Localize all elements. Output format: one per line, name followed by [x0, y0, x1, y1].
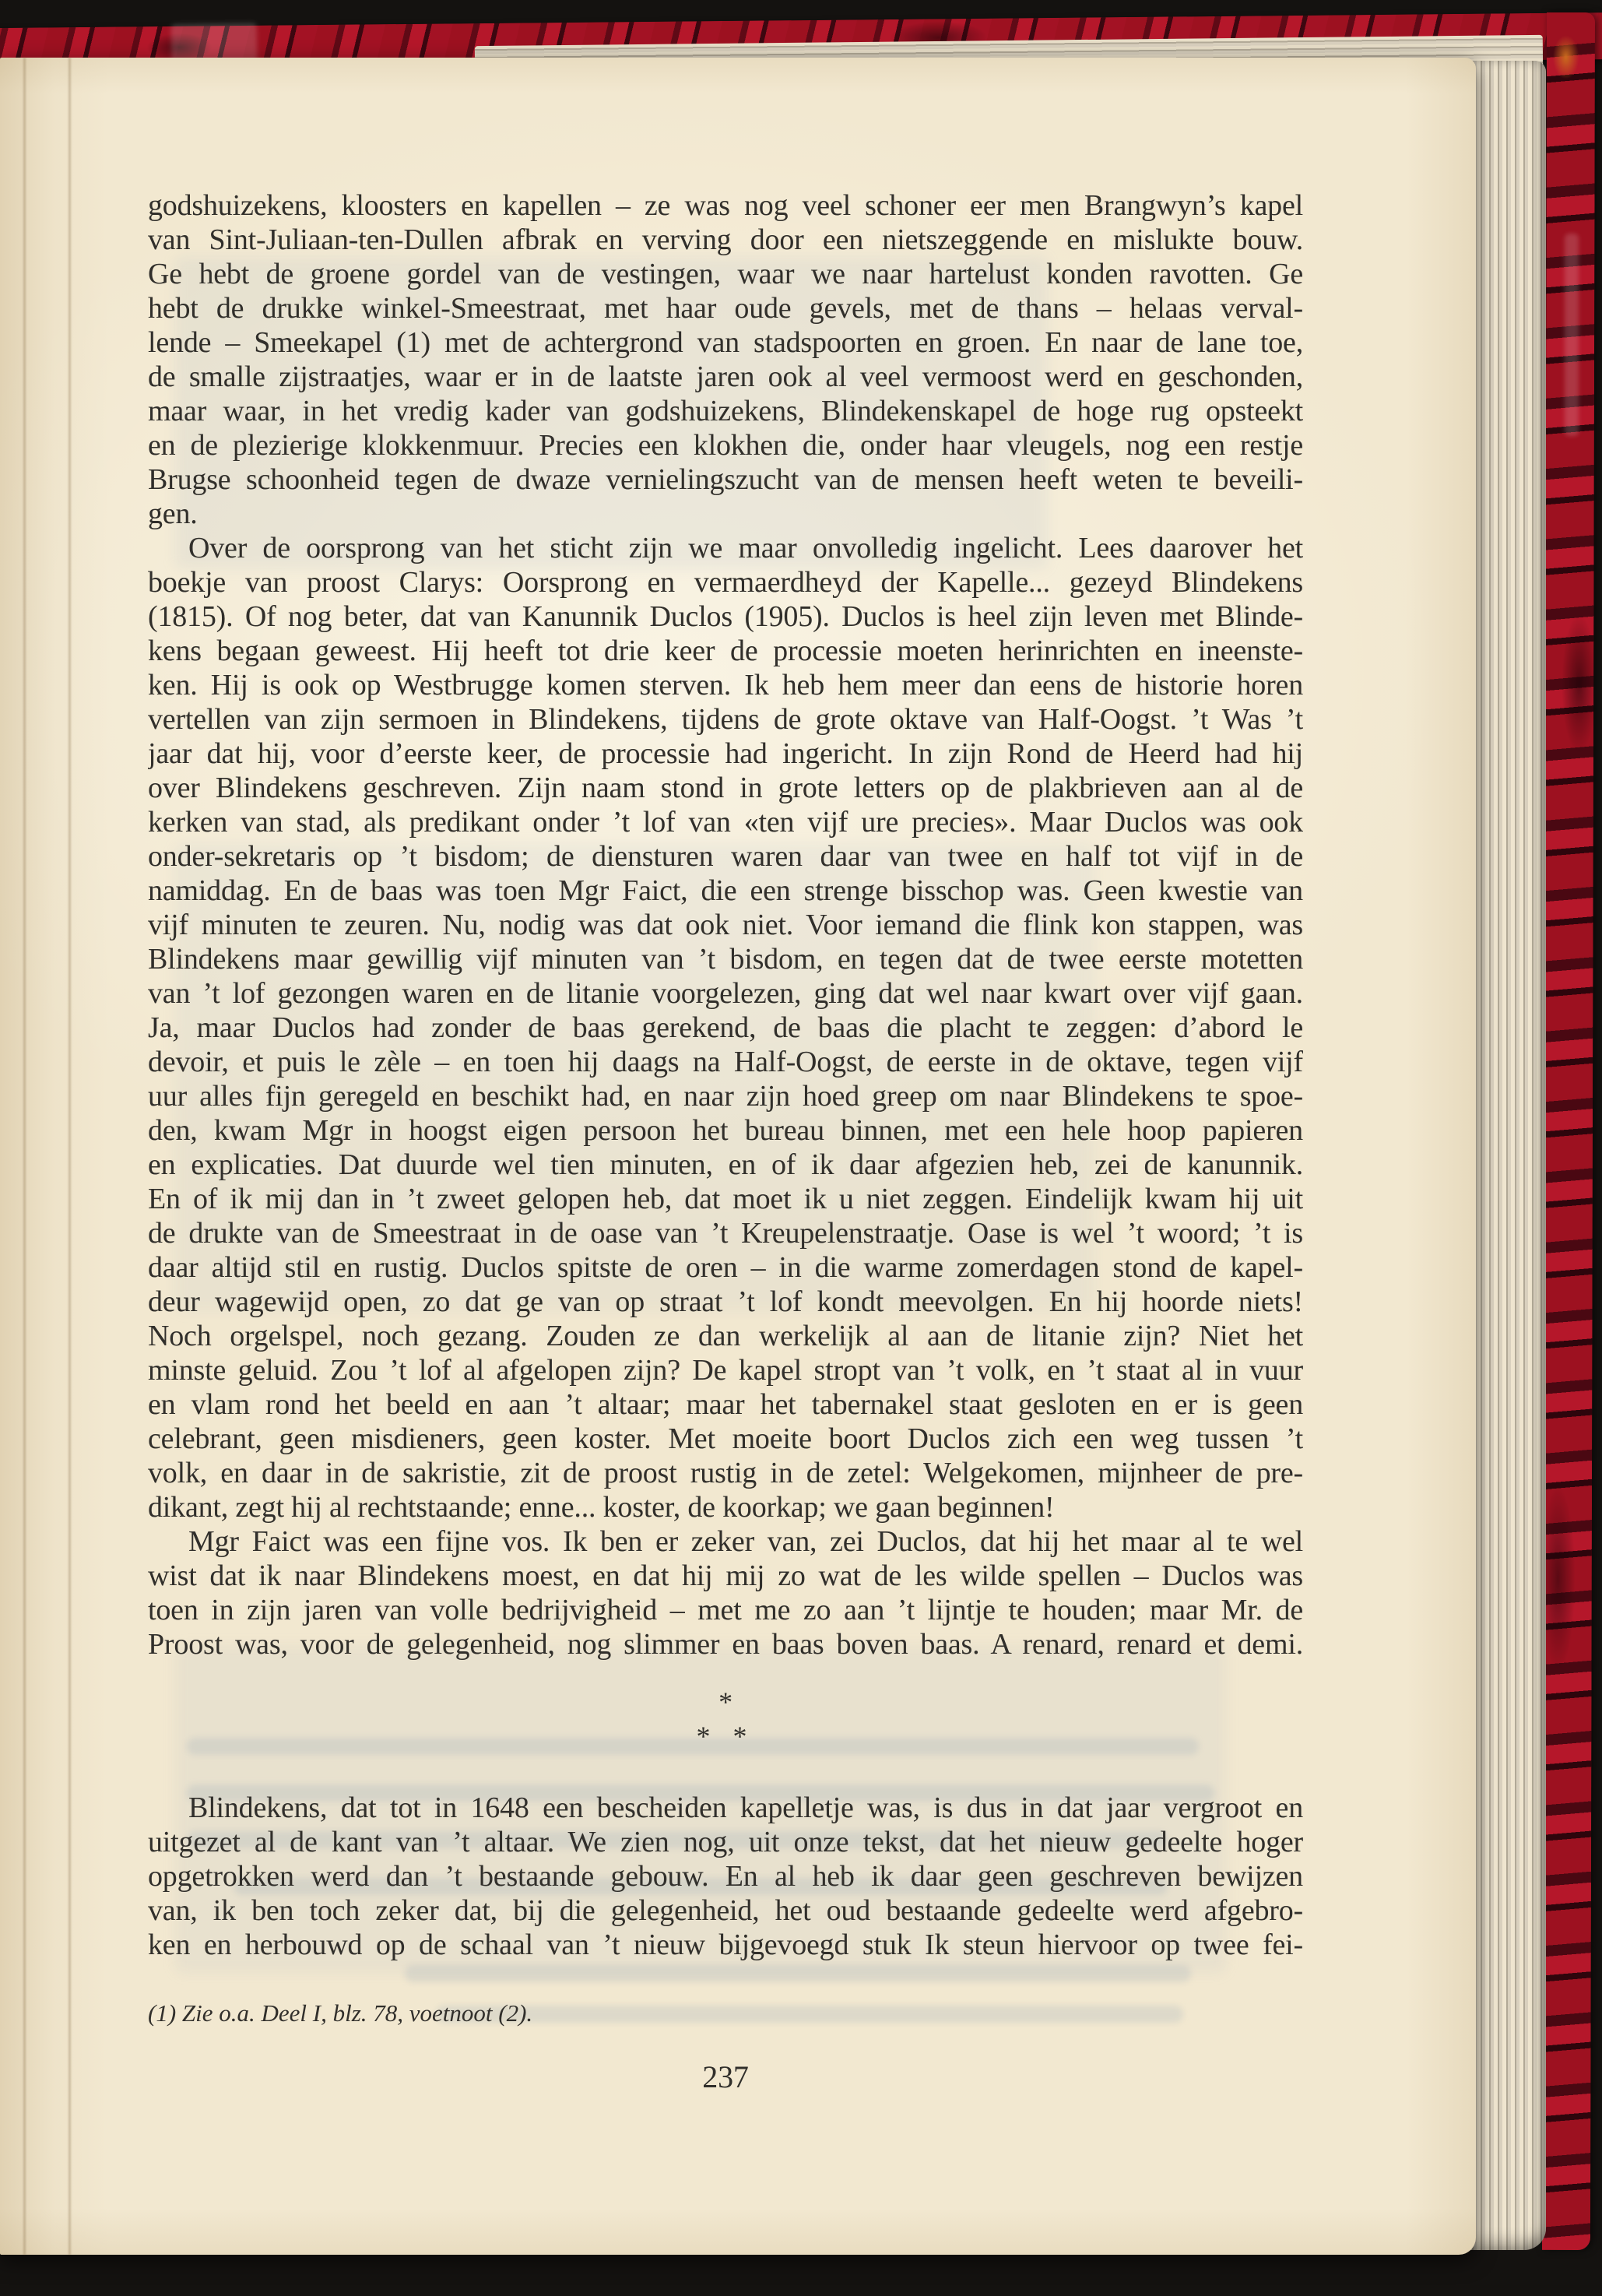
paragraph — [148, 188, 1303, 531]
text-line: uitgezet al de kant van ’t altaar. We zien nog, uit onze tekst, dat het nieuw gedeelte hoger — [148, 1826, 1303, 1858]
text-line: van ’t lof gezongen waren en de litanie voorgelezen, ging dat wel naar kwart over vijf gaan. — [148, 977, 1303, 1010]
text-line: ken en herbouwd op de schaal van ’t nieuw bijgevoegd stuk Ik steun hiervoor op twee fei- — [148, 1929, 1303, 1961]
text-line: kerken van stad, als predikant onder ’t lof van «ten vijf ure precies». Maar Duclos was ook — [148, 806, 1303, 839]
text-line: opgetrokken werd dan ’t bestaande gebouw. En al heb ik daar geen geschreven bewijzen — [148, 1860, 1303, 1893]
text-line: dikant, zegt hij al rechtstaande; enne... koster, de koorkap; we gaan beginnen! — [148, 1491, 1055, 1524]
text-line: volk, en daar in de sakristie, zit de proost rustig in de zetel: Welgekomen, mijnheer de pre- — [148, 1457, 1303, 1489]
text-line: vijf minuten te zeuren. Nu, nodig was dat ook niet. Voor iemand die flink kon stappen, was — [148, 909, 1303, 941]
page-text-block — [148, 188, 1303, 2094]
text-line: Blindekens maar gewillig vijf minuten van ’t bisdom, en tegen dat de twee eerste motetten — [148, 943, 1303, 976]
divider-asterisk-top: * — [718, 1686, 732, 1718]
text-line: Noch orgelspel, noch gezang. Zouden ze dan werkelijk al aan de litanie zijn? Niet het — [148, 1320, 1303, 1352]
text-line: en explicaties. Dat duurde wel tien minuten, en of ik daar afgezien heb, zei de kanunnik. — [148, 1148, 1303, 1181]
text-line: maar waar, in het vredig kader van godshuizekens, Blindekenskapel de hoge rug opsteekt — [148, 395, 1303, 427]
paragraph — [148, 1791, 1303, 1962]
text-line: devoir, et puis le zèle – en toen hij daags na Half-Oogst, de eerste in de oktave, tegen vijf — [148, 1046, 1303, 1078]
text-line: Blindekens, dat tot in 1648 een bescheiden kapelletje was, is dus in dat jaar vergroot en — [188, 1791, 1303, 1824]
text-line: over Blindekens geschreven. Zijn naam stond in grote letters op de plakbrieven aan al de — [148, 772, 1303, 804]
text-line: kens begaan geweest. Hij heeft tot drie keer de processie moeten herinrichten en ineenste- — [148, 635, 1303, 667]
text-line: wist dat ik naar Blindekens moest, en dat hij mij zo wat de les wilde spellen – Duclos was — [148, 1559, 1303, 1592]
paragraph — [148, 1524, 1303, 1661]
paragraph — [148, 531, 1303, 1524]
text-line: gen. — [148, 498, 198, 530]
page-number: 237 — [702, 2059, 749, 2094]
text-line: Brugse schoonheid tegen de dwaze vernielingszucht van de mensen heeft weten te beveili- — [148, 463, 1303, 496]
text-line: godshuizekens, kloosters en kapellen – ze was nog veel schoner eer men Brangwyn’s kapel — [148, 189, 1303, 222]
text-line: jaar dat hij, voor d’eerste keer, de processie had ingericht. In zijn Rond de Heerd had hij — [148, 737, 1303, 770]
text-line: onder-sekretaris op ’t bisdom; de diensturen waren daar van twee en half tot vijf in de — [148, 840, 1303, 873]
text-line: minste geluid. Zou ’t lof al afgelopen zijn? De kapel stropt van ’t volk, en ’t staat al in vuur — [148, 1354, 1303, 1387]
text-line: van, ik ben toch zeker dat, bij die gelegenheid, het oud bestaande gedeelte werd afgebro- — [148, 1894, 1303, 1927]
text-line: (1815). Of nog beter, dat van Kanunnik Duclos (1905). Duclos is heel zijn leven met Blinde- — [148, 600, 1303, 633]
tape-glare — [1565, 234, 1579, 436]
page-gutter-crease — [69, 58, 71, 2255]
text-line: en de plezierige klokkenmuur. Precies een klokhen die, onder haar vleugels, nog een restje — [148, 429, 1303, 462]
text-line: celebrant, geen misdieners, geen koster. Met moeite boort Duclos zich een weg tussen ’t — [148, 1422, 1303, 1455]
text-line: namiddag. En de baas was toen Mgr Faict, die een strenge bisschop was. Geen kwestie van — [148, 874, 1303, 907]
text-line: deur wagewijd open, zo dat ge van op straat ’t lof kondt meevolgen. En hij hoorde niets! — [148, 1285, 1303, 1318]
text-line: ken. Hij is ook op Westbrugge komen sterven. Ik heb hem meer dan eens de historie horen — [148, 669, 1303, 701]
text-line: En of ik mij dan in ’t zweet gelopen heb, dat moet ik u niet zeggen. Eindelijk kwam hij uit — [148, 1183, 1303, 1215]
text-line: Mgr Faict was een fijne vos. Ik ben er zeker van, zei Duclos, dat hij het maar al te wel — [188, 1525, 1303, 1558]
text-line: uur alles fijn geregeld en beschikt had, en naar zijn hoed greep om naar Blindekens te spoe- — [148, 1080, 1303, 1113]
text-line: toen in zijn jaren van volle bedrijvigheid – met me zo aan ’t lijntje te houden; maar Mr. de — [148, 1594, 1303, 1626]
text-line: lende – Smeekapel (1) met de achtergrond van stadspoorten en groen. En naar de lane toe, — [148, 326, 1303, 359]
page-stack-fore-edge — [1468, 61, 1546, 2250]
book-page — [0, 58, 1476, 2255]
text-line: en vlam rond het beeld en aan ’t altaar; maar het tabernakel staat gesloten en er is geen — [148, 1388, 1303, 1421]
text-line: Over de oorsprong van het sticht zijn we maar onvolledig ingelicht. Lees daarover het — [188, 532, 1303, 564]
text-line: Ja, maar Duclos had zonder de baas gerekend, de baas die placht te zeggen: d’abord le — [148, 1011, 1303, 1044]
divider-asterisk-bottom: * * — [696, 1721, 755, 1752]
text-line: Proost was, voor de gelegenheid, nog slimmer en baas boven baas. A renard, renard et demi. — [148, 1628, 1303, 1661]
text-line: boekje van proost Clarys: Oorsprong en vermaerdheyd der Kapelle... gezeyd Blindekens — [148, 566, 1303, 599]
asterisk-divider — [148, 1661, 1303, 1791]
text-line: hebt de drukke winkel-Smeestraat, met haar oude gevels, met de thans – helaas verval- — [148, 292, 1303, 325]
text-line: daar altijd stil en rustig. Duclos spitste de oren – in die warme zomerdagen stond de kapel- — [148, 1251, 1303, 1284]
text-line: den, kwam Mgr in hoogst eigen persoon het bureau binnen, met een hele hoop papieren — [148, 1114, 1303, 1147]
text-line: de smalle zijstraatjes, waar er in de laatste jaren ook al veel vermoost werd en geschonden, — [148, 360, 1303, 393]
text-line: Ge hebt de groene gordel van de vestingen, waar we naar hartelust konden ravotten. Ge — [148, 258, 1303, 290]
footnote: (1) Zie o.a. Deel I, blz. 78, voetnoot (2). — [148, 1999, 533, 2027]
page-gutter-crease — [23, 58, 26, 2255]
text-line: vertellen van zijn sermoen in Blindekens, tijdens de grote oktave van Half-Oogst. ’t Was ’t — [148, 703, 1303, 736]
text-line: de drukte van de Smeestraat in de oase van ’t Kreupelenstraatje. Oase is wel ’t woord; ’t is — [148, 1217, 1303, 1250]
text-line: van Sint-Juliaan-ten-Dullen afbrak en verving door een nietszeggende en mislukte bouw. — [148, 223, 1303, 256]
